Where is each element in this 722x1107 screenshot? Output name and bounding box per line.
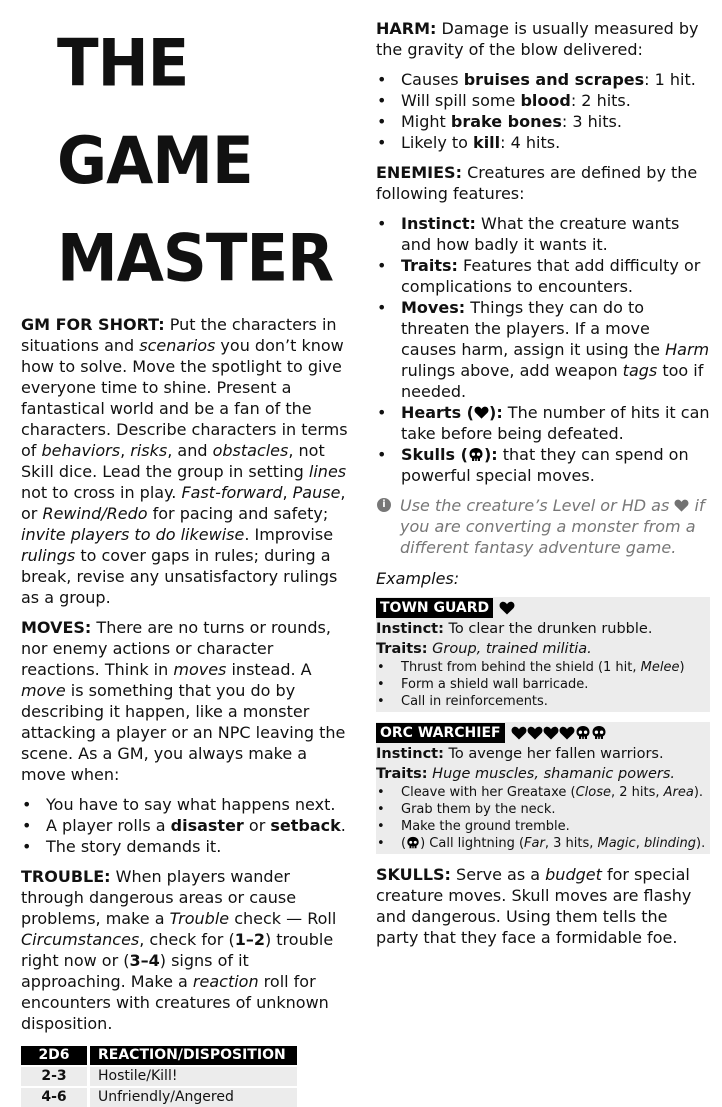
trouble-paragraph: TROUBLE: When players wander through dangerous areas or cause problems, make a Trouble check — Roll Circumstances, check for (1–2) trouble right now or (3–4) signs of it approaching. Make a reaction roll for encounters with creatures of unknown disposition. xyxy=(21,867,337,1033)
reaction-table xyxy=(21,1046,297,1107)
list-item: • Cleave with her Greataxe (Close, 2 hits, Area). xyxy=(376,784,710,801)
skull-icon xyxy=(406,836,420,850)
conversion-note: i Use the creature’s Level or HD as if you are converting a monster from a different fantasy adventure game. xyxy=(376,495,710,558)
heart-icon xyxy=(674,498,689,513)
creature-moves xyxy=(376,784,710,854)
enemies-label: ENEMIES: xyxy=(376,163,462,182)
table-row: 2-3 Hostile/Kill! xyxy=(21,1066,297,1087)
examples-label: Examples: xyxy=(376,569,460,588)
right-column xyxy=(376,18,710,957)
creature-name: ORC WARCHIEF xyxy=(376,723,505,743)
list-item: • Might brake bones: 3 hits. xyxy=(376,111,710,132)
list-item: • Will spill some blood: 2 hits. xyxy=(376,90,710,111)
list-item: • ( ) Call lightning (Far, 3 hits, Magic, blinding). xyxy=(376,835,710,852)
heart-icon xyxy=(474,405,489,420)
trouble-label: TROUBLE: xyxy=(21,867,111,886)
instinct-line: Instinct: To clear the drunken rubble. xyxy=(376,621,653,637)
gm-label: GM FOR SHORT: xyxy=(21,315,165,334)
instinct-line: Instinct: To avenge her fallen warriors. xyxy=(376,746,664,762)
orc-warchief-card xyxy=(376,722,710,854)
creature-name: TOWN GUARD xyxy=(376,598,493,618)
list-item: • Call in reinforcements. xyxy=(376,693,710,710)
skulls-label: SKULLS: xyxy=(376,865,451,884)
moves-label: MOVES: xyxy=(21,618,92,637)
harm-label: HARM: xyxy=(376,19,437,38)
harm-paragraph: HARM: Damage is usually measured by the gravity of the blow delivered: xyxy=(376,19,699,59)
left-column xyxy=(21,18,355,1107)
heart-icon xyxy=(527,725,543,741)
heart-icon xyxy=(499,600,515,616)
moves-list xyxy=(21,794,355,857)
skull-icon xyxy=(468,447,484,463)
heart-icon xyxy=(543,725,559,741)
page-title: THE GAME MASTER xyxy=(57,26,334,297)
moves-paragraph: MOVES: There are no turns or rounds, nor enemy actions or character reactions. Think in moves instead. A move is something that you do by describing it happen, like a monster attacking a player or an NPC leaving the scene. As a GM, you always make a move when: xyxy=(21,618,346,784)
list-item: • Make the ground tremble. xyxy=(376,818,710,835)
table-header-row xyxy=(21,1046,297,1066)
skull-icon xyxy=(575,725,591,741)
heart-icon xyxy=(511,725,527,741)
list-item: • Moves: Things they can do to threaten the players. If a move causes harm, assign it using the Harm rulings above, add weapon tags too if needed. xyxy=(376,297,710,402)
list-item: • Hearts ( ): The number of hits it can take before being defeated. xyxy=(376,402,710,444)
creature-moves xyxy=(376,659,710,712)
enemies-list xyxy=(376,213,710,486)
list-item: • Form a shield wall barricade. xyxy=(376,676,710,693)
table-row: 4-6 Unfriendly/Angered xyxy=(21,1087,297,1107)
town-guard-card xyxy=(376,597,710,712)
traits-line: Traits: Group, trained militia. xyxy=(376,641,592,657)
enemies-paragraph: ENEMIES: Creatures are defined by the following features: xyxy=(376,163,698,203)
list-item: • Thrust from behind the shield (1 hit, Melee) xyxy=(376,659,710,676)
list-item: • The story demands it. xyxy=(21,836,355,857)
harm-list xyxy=(376,69,710,153)
info-icon: i xyxy=(377,498,391,512)
heart-icon xyxy=(559,725,575,741)
skull-icon xyxy=(591,725,607,741)
list-item: • You have to say what happens next. xyxy=(21,794,355,815)
traits-line: Traits: Huge muscles, shamanic powers. xyxy=(376,766,675,782)
list-item: • Instinct: What the creature wants and how badly it wants it. xyxy=(376,213,710,255)
list-item: • Traits: Features that add difficulty or complications to encounters. xyxy=(376,255,710,297)
card-header xyxy=(376,722,710,744)
table-header: REACTION/DISPOSITION xyxy=(89,1046,298,1066)
list-item: • Grab them by the neck. xyxy=(376,801,710,818)
table-header: 2D6 xyxy=(21,1046,89,1066)
list-item: • Likely to kill: 4 hits. xyxy=(376,132,710,153)
card-header xyxy=(376,597,710,619)
list-item: • A player rolls a disaster or setback. xyxy=(21,815,355,836)
gm-paragraph: GM FOR SHORT: Put the characters in situations and scenarios you don’t know how to solve. Move the spotlight to give everyone time to shine. Present a fantastical world and be a fan of the characters. Describe characters in terms of behaviors, risks, and obstacles, not Skill dice. Lead the group in setting lines not to cross in play. Fast-forward, Pause, or Rewind/Redo for pacing and safety; invite players to do likewise. Improvise rulings to cover gaps in rules; during a break, revise any unsatisfactory rulings as a group. xyxy=(21,315,348,607)
skulls-paragraph: SKULLS: Serve as a budget for special creature moves. Skull moves are flashy and dangerous. Using them tells the party that they face a formidable foe. xyxy=(376,865,692,947)
list-item: • Skulls ( ): that they can spend on powerful special moves. xyxy=(376,444,710,486)
list-item: • Causes bruises and scrapes: 1 hit. xyxy=(376,69,710,90)
